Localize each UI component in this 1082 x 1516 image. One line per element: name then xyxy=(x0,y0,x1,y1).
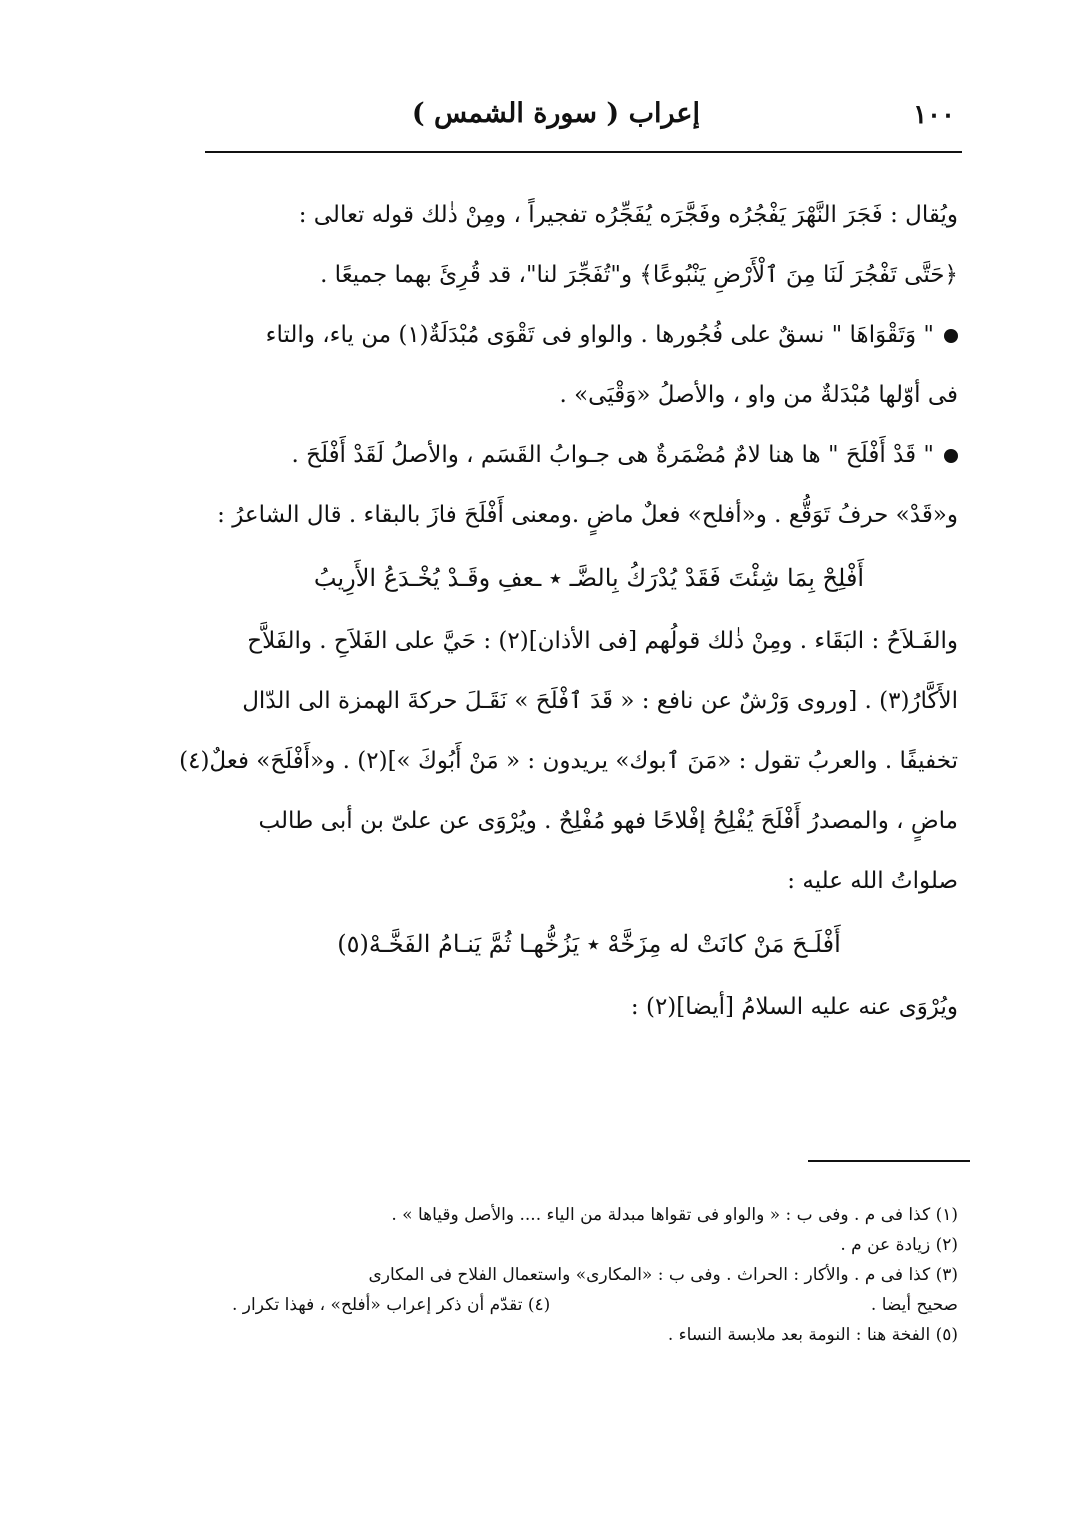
footnote-inline: (٤) تقدّم أن ذكر إعراب «أفلح» ، فهذا تكرار . xyxy=(232,1295,551,1315)
paragraph-text: " قَدْ أَفْلَحَ " ها هنا لامٌ مُضْمَرةٌ هى جـوابُ القَسَم ، والأصلُ لَقَدْ أَفْلَحَ . xyxy=(291,442,934,468)
text-line: و«قَدْ» حرفُ تَوَقُّع . و«أفلح» فعلٌ ماضٍ .ومعنى أَفْلَحَ فازَ بالبقاء . قال الشاعرُ : xyxy=(217,502,958,528)
footnote: (٣) كذا فى م . والأكار : الحراث . وفى ب : «المكارى» واستعمال الفلاح فى المكارى xyxy=(368,1265,958,1285)
text-line: تخفيفًا . والعربُ تقول : «مَنَ ٱبوك» يريدون : « مَنْ أَبُوكَ »](٢) . و«أَفْلَحَ» فعلٌ(٤) xyxy=(179,748,958,774)
text-line: ويُقال : فَجَرَ النَّهْرَ يَفْجُرُه وفَجَّرَه يُفَجِّرُه تفجيراً ، ومِنْ ذٰلك قوله تعالى : xyxy=(298,202,958,228)
main-text xyxy=(179,185,958,1037)
footnote xyxy=(232,1290,958,1320)
page-header xyxy=(205,96,965,156)
text-line: فى أوّلها مُبْدَلةٌ من واو ، والأصلُ «وَقْيَى» . xyxy=(559,382,958,408)
poetry-verse: أَفْلَـحَ مَنْ كانَتْ له مِزَخَّهْ ٭ يَزُخُّهـا ثُمَّ يَنـامُ الفَخَّـهْ(٥) xyxy=(337,930,841,958)
footnote-rule xyxy=(808,1160,970,1162)
text-line: ﴿حَتَّى تَفْجُرَ لَنَا مِنَ ٱلْأَرْضِ يَنْبُوعًا﴾ و"تُفَجِّرَ لنا"، قد قُرِئَ بهما جميعًا . xyxy=(320,262,958,288)
bullet-icon xyxy=(944,449,958,463)
text-line: صلواتُ الله عليه : xyxy=(787,868,958,894)
text-line: ماضٍ ، والمصدرُ أَفْلَحَ يُفْلِحُ إفْلاحًا فهو مُفْلِحٌ . ويُرْوَى عن علىّ بن أبى طالب xyxy=(258,808,958,834)
running-title: إعراب ( سورة الشمس ) xyxy=(411,98,700,129)
text-line: ويُرْوَى عنه عليه السلامُ [أيضا](٢) : xyxy=(630,994,958,1020)
footnotes xyxy=(232,1200,958,1350)
text-line xyxy=(220,425,958,485)
header-rule xyxy=(205,151,962,153)
footnote-continuation: صحيح أيضا . xyxy=(870,1295,958,1315)
paragraph-text: " وَتَقْوَاهَا " نسقٌ على فُجُورها . والواو فى تَقْوَى مُبْدَلَةٌ(١) من ياء، والتاء xyxy=(265,322,934,348)
footnote: (١) كذا فى م . وفى ب : « والواو فى تقواها مبدلة من الياء .... والأصل وقياها » . xyxy=(391,1205,958,1225)
text-line: والفَـلاَحُ : البَقَاء . ومِنْ ذٰلك قولُهم [فى الأذان](٢) : حَيَّ على الفَلاَحِ . والفَلاَّح xyxy=(247,628,958,654)
footnote: (٢) زيادة عن م . xyxy=(840,1235,958,1255)
footnote: (٥) الفخة هنا : النومة بعد ملابسة النساء . xyxy=(667,1325,958,1345)
page-number: ١٠٠ xyxy=(913,100,955,130)
text-line xyxy=(220,305,958,365)
bullet-icon xyxy=(944,329,958,343)
poetry-verse: أَفْلِحْ بِمَا شِئْتَ فَقَدْ يُدْرَكُ بِالضَّـ ٭ ـعفِ وقَـدْ يُخْـدَعُ الأَرِيبُ xyxy=(313,564,865,592)
text-line: الأَكَّارُ(٣) . [وروى وَرْشٌ عن نافع : « قَدَ ٱفْلَحَ » نَقَـلَ حركةَ الهمزة الى الدّال xyxy=(242,688,958,714)
